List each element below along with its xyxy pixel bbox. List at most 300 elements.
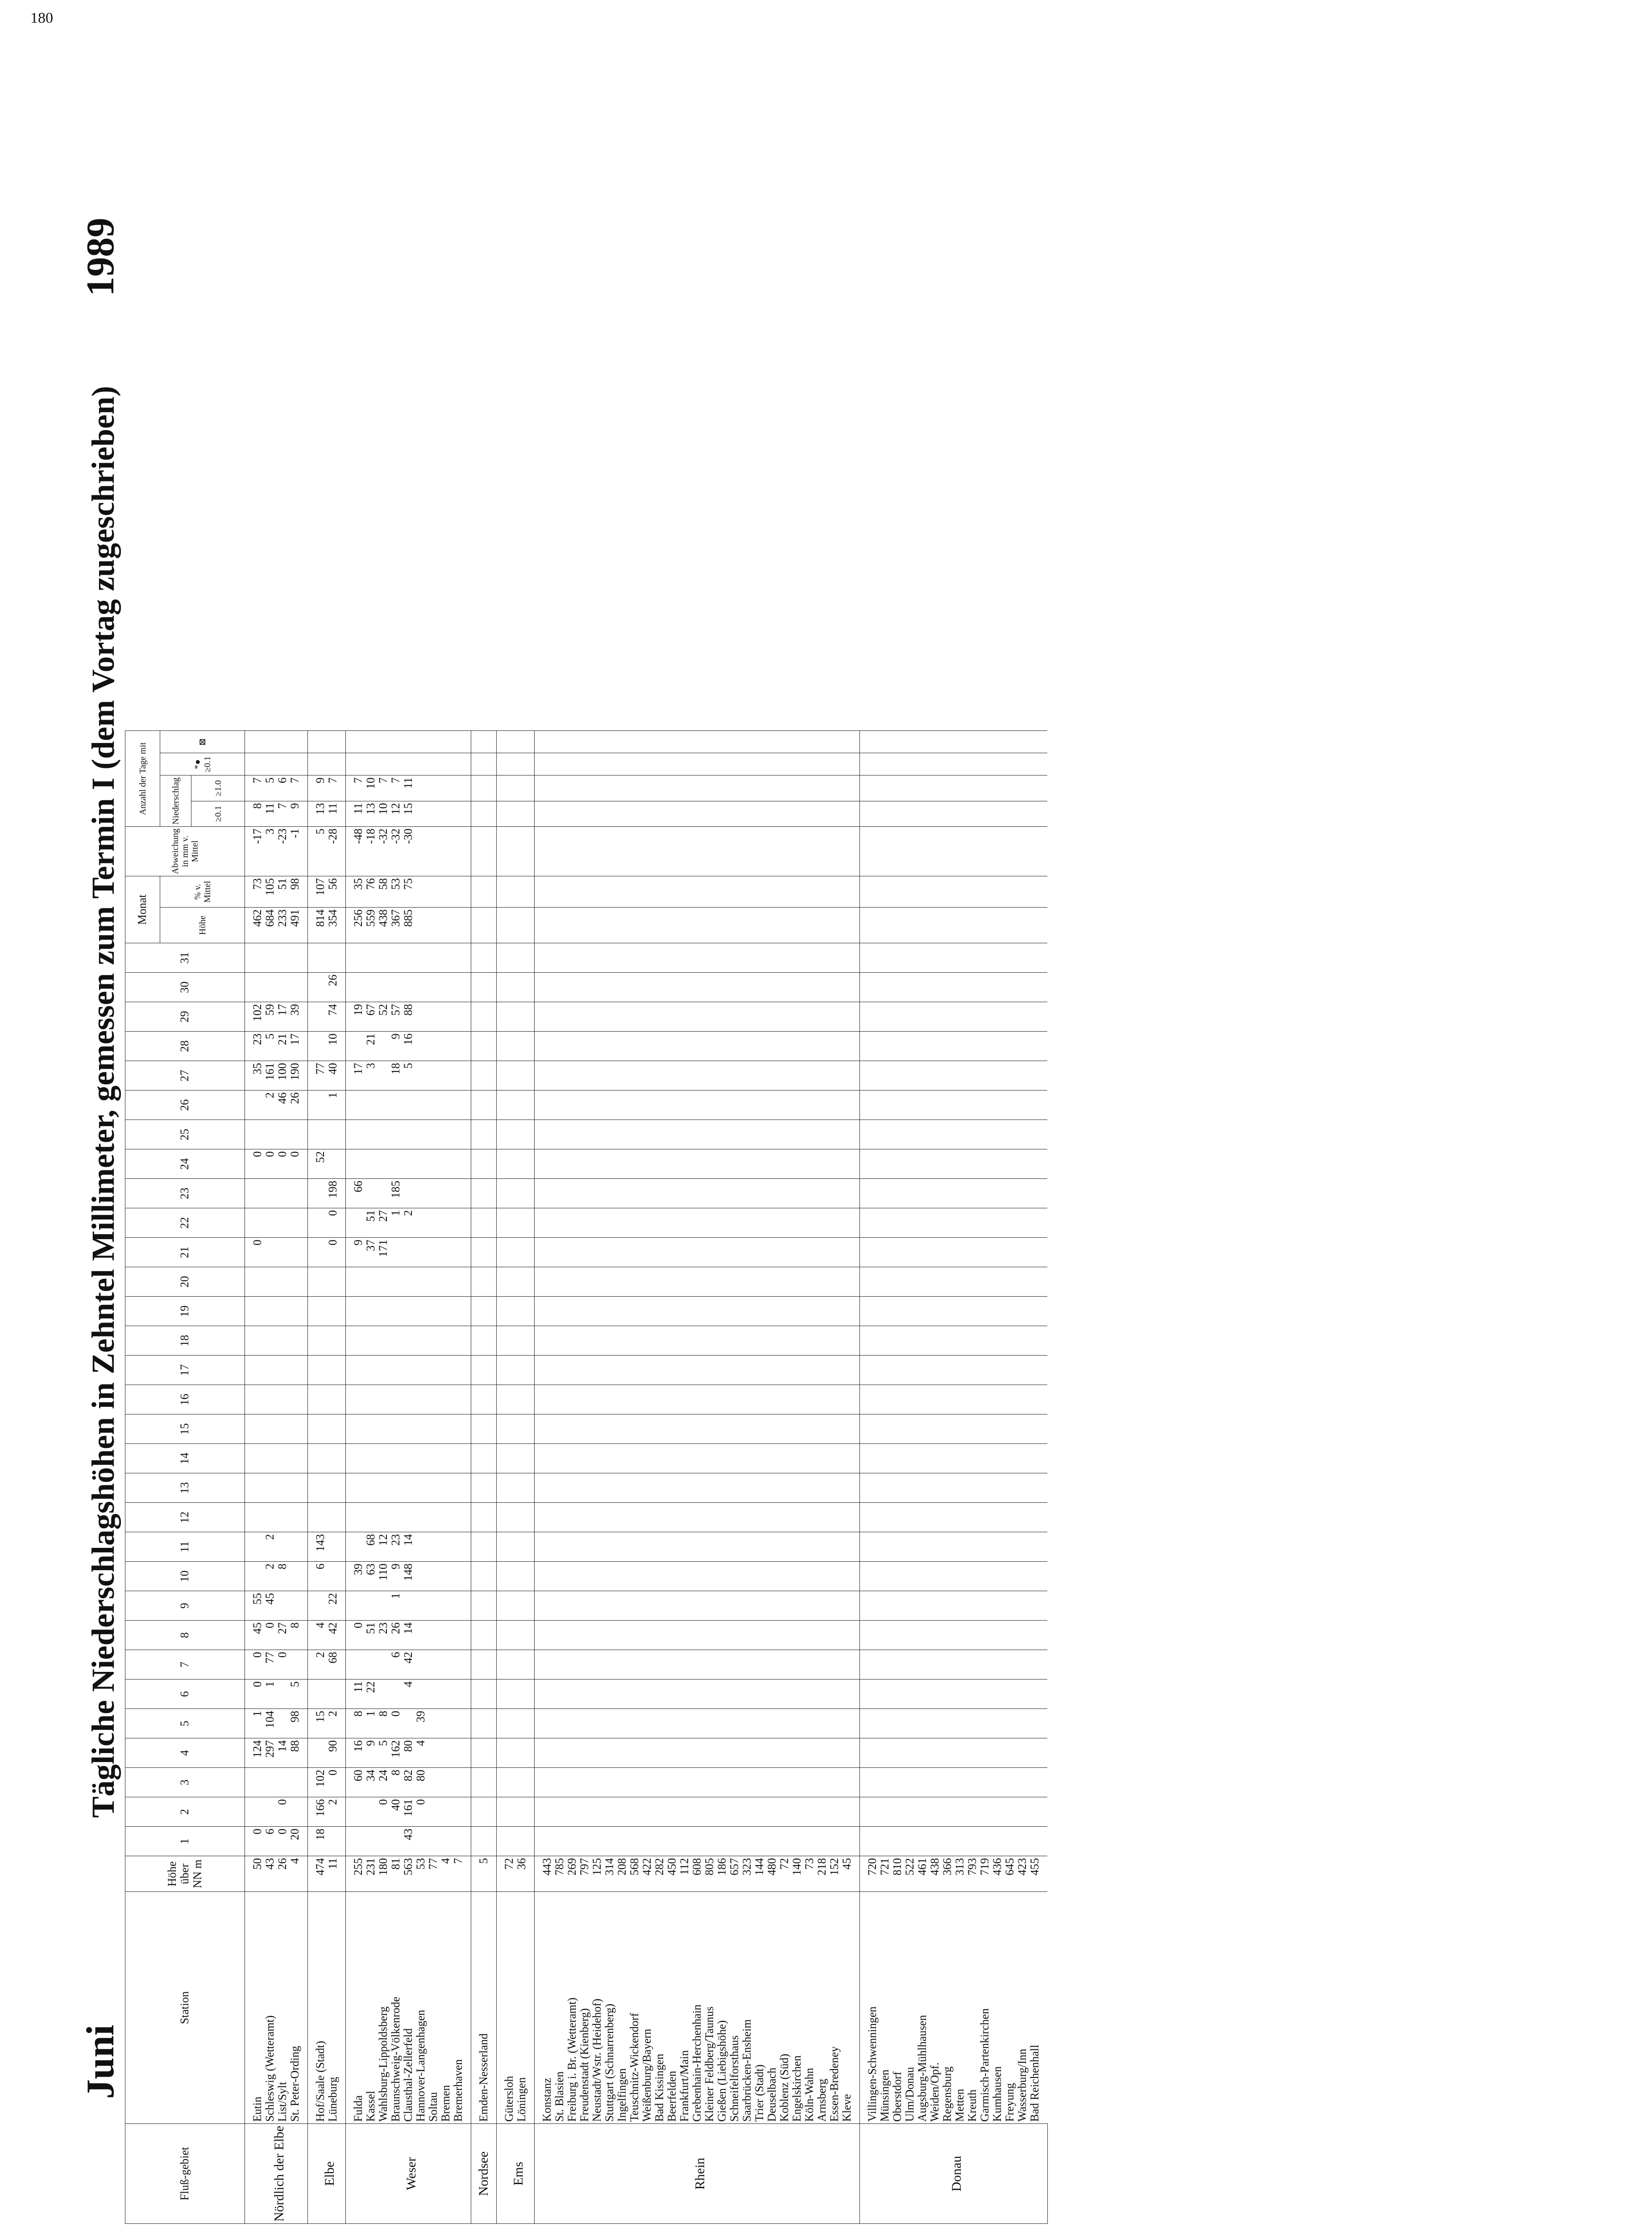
station-row xyxy=(402,731,415,2224)
value-cell xyxy=(591,1650,603,1679)
value-cell xyxy=(954,801,966,826)
value-cell xyxy=(535,1503,554,1532)
value-cell xyxy=(591,1709,603,1738)
value-cell xyxy=(991,1503,1004,1532)
value-cell: 37 xyxy=(365,1238,377,1267)
station-height: 50 xyxy=(245,1856,264,1892)
value-cell xyxy=(1016,1591,1029,1621)
value-cell xyxy=(515,1768,535,1797)
value-cell xyxy=(497,1414,516,1444)
value-cell xyxy=(616,1532,628,1562)
value-cell xyxy=(1004,1709,1016,1738)
value-cell xyxy=(841,1149,860,1179)
value-cell xyxy=(1016,876,1029,908)
value-cell xyxy=(471,1621,497,1650)
value-cell xyxy=(603,1208,616,1238)
value-cell xyxy=(535,1679,554,1709)
value-cell xyxy=(427,1091,440,1120)
value-cell xyxy=(427,1002,440,1032)
value-cell xyxy=(415,1473,427,1503)
value-cell: 20 xyxy=(289,1827,308,1856)
value-cell xyxy=(891,1238,904,1267)
station-height: 81 xyxy=(390,1856,402,1892)
value-cell: 559 xyxy=(365,908,377,943)
value-cell xyxy=(916,1532,929,1562)
value-cell xyxy=(766,753,778,775)
value-cell xyxy=(728,1179,741,1208)
value-cell xyxy=(716,876,728,908)
value-cell xyxy=(628,1473,641,1503)
station-row xyxy=(891,731,904,2224)
station-row xyxy=(791,731,803,2224)
value-cell xyxy=(891,1532,904,1562)
value-cell xyxy=(402,1091,415,1120)
value-cell xyxy=(641,1503,653,1532)
value-cell xyxy=(841,1650,860,1679)
value-cell xyxy=(377,1827,390,1856)
value-cell xyxy=(452,1297,471,1326)
value-cell xyxy=(753,1326,766,1356)
value-cell xyxy=(653,1621,666,1650)
value-cell: 8 xyxy=(390,1768,402,1797)
value-cell xyxy=(678,1797,691,1827)
value-cell xyxy=(591,1385,603,1414)
value-cell xyxy=(929,1149,941,1179)
value-cell xyxy=(941,1650,954,1679)
value-cell xyxy=(678,1444,691,1473)
value-cell xyxy=(365,1827,377,1856)
value-cell xyxy=(791,1709,803,1738)
value-cell xyxy=(1029,1738,1047,1768)
value-cell xyxy=(991,1267,1004,1297)
value-cell xyxy=(365,1179,377,1208)
value-cell xyxy=(535,1208,554,1238)
value-cell xyxy=(966,1621,979,1650)
value-cell xyxy=(841,1591,860,1621)
day-header: 11 xyxy=(125,1532,245,1562)
value-cell xyxy=(1029,876,1047,908)
value-cell xyxy=(716,826,728,876)
station-row xyxy=(816,731,828,2224)
value-cell xyxy=(828,1061,841,1091)
day-header: 25 xyxy=(125,1120,245,1149)
value-cell xyxy=(427,1238,440,1267)
value-cell xyxy=(716,1621,728,1650)
value-cell xyxy=(427,1827,440,1856)
value-cell: 2 xyxy=(264,1091,276,1120)
value-cell xyxy=(716,1326,728,1356)
value-cell xyxy=(515,826,535,876)
value-cell: 0 xyxy=(377,1797,390,1827)
value-cell xyxy=(427,753,440,775)
value-cell xyxy=(415,753,427,775)
value-cell xyxy=(628,1032,641,1061)
value-cell xyxy=(603,775,616,801)
value-cell xyxy=(440,1267,452,1297)
value-cell xyxy=(891,1297,904,1326)
value-cell xyxy=(440,1179,452,1208)
value-cell xyxy=(616,1091,628,1120)
value-cell xyxy=(916,1091,929,1120)
value-cell xyxy=(860,1709,879,1738)
station-row xyxy=(879,731,891,2224)
value-cell xyxy=(603,1326,616,1356)
value-cell xyxy=(954,1356,966,1385)
value-cell xyxy=(860,1326,879,1356)
value-cell xyxy=(553,1503,566,1532)
value-cell xyxy=(1016,1827,1029,1856)
station-height: 282 xyxy=(653,1856,666,1892)
value-cell xyxy=(691,1326,703,1356)
value-cell xyxy=(591,1503,603,1532)
value-cell xyxy=(452,1797,471,1827)
value-cell xyxy=(641,1385,653,1414)
value-cell xyxy=(515,1679,535,1709)
value-cell xyxy=(535,775,554,801)
value-cell xyxy=(741,801,753,826)
value-cell xyxy=(553,1709,566,1738)
value-cell xyxy=(879,1650,891,1679)
value-cell xyxy=(578,1532,591,1562)
value-cell xyxy=(591,1120,603,1149)
value-cell xyxy=(879,775,891,801)
value-cell xyxy=(603,876,616,908)
value-cell xyxy=(741,1120,753,1149)
value-cell: 12 xyxy=(390,801,402,826)
basin-label: Weser xyxy=(346,2124,471,2224)
value-cell xyxy=(841,1032,860,1061)
value-cell xyxy=(766,1149,778,1179)
value-cell xyxy=(327,1503,346,1532)
value-cell xyxy=(497,1738,516,1768)
value-cell xyxy=(653,1297,666,1326)
value-cell xyxy=(452,1444,471,1473)
value-cell xyxy=(452,1738,471,1768)
value-cell xyxy=(816,1326,828,1356)
value-cell: 9 xyxy=(308,775,327,801)
value-cell xyxy=(916,1827,929,1856)
value-cell xyxy=(979,1385,991,1414)
value-cell xyxy=(1016,1473,1029,1503)
value-cell xyxy=(603,1061,616,1091)
value-cell xyxy=(616,775,628,801)
value-cell xyxy=(916,801,929,826)
value-cell xyxy=(778,801,791,826)
value-cell xyxy=(497,1032,516,1061)
station-row xyxy=(904,731,916,2224)
value-cell xyxy=(904,731,916,753)
value-cell xyxy=(828,1356,841,1385)
value-cell xyxy=(628,1503,641,1532)
value-cell xyxy=(553,876,566,908)
value-cell xyxy=(440,1032,452,1061)
value-cell xyxy=(929,753,941,775)
value-cell xyxy=(678,1768,691,1797)
value-cell xyxy=(741,731,753,753)
value-cell xyxy=(728,1297,741,1326)
station-row xyxy=(390,731,402,2224)
value-cell: 11 xyxy=(402,775,415,801)
value-cell xyxy=(991,801,1004,826)
value-cell xyxy=(653,1591,666,1621)
value-cell xyxy=(365,973,377,1002)
station-name: Engelskirchen xyxy=(791,1892,803,2124)
station-name: Neustadt/Wstr. (Heidehof) xyxy=(591,1892,603,2124)
value-cell xyxy=(535,826,554,876)
value-cell xyxy=(728,1091,741,1120)
value-cell xyxy=(929,1621,941,1650)
value-cell xyxy=(641,943,653,973)
value-cell xyxy=(979,943,991,973)
value-cell xyxy=(566,908,578,943)
value-cell xyxy=(515,1061,535,1091)
value-cell xyxy=(440,1562,452,1591)
value-cell xyxy=(991,943,1004,973)
basin-label: Nordsee xyxy=(471,2124,497,2224)
value-cell xyxy=(616,1591,628,1621)
value-cell xyxy=(1029,1297,1047,1326)
station-height: 7 xyxy=(452,1856,471,1892)
value-cell xyxy=(816,801,828,826)
value-cell xyxy=(954,1827,966,1856)
value-cell xyxy=(741,1002,753,1032)
value-cell xyxy=(691,1414,703,1444)
value-cell xyxy=(766,908,778,943)
value-cell xyxy=(666,1591,678,1621)
value-cell xyxy=(377,1356,390,1385)
value-cell xyxy=(841,1414,860,1444)
value-cell xyxy=(515,1444,535,1473)
station-height: 4 xyxy=(440,1856,452,1892)
value-cell xyxy=(703,973,716,1002)
value-cell xyxy=(578,1503,591,1532)
value-cell xyxy=(803,1179,816,1208)
value-cell xyxy=(603,1002,616,1032)
value-cell xyxy=(427,1679,440,1709)
value-cell xyxy=(471,1414,497,1444)
value-cell xyxy=(497,1679,516,1709)
value-cell xyxy=(916,1326,929,1356)
value-cell xyxy=(879,1002,891,1032)
value-cell xyxy=(415,1032,427,1061)
value-cell xyxy=(741,908,753,943)
value-cell xyxy=(691,1532,703,1562)
station-name: Stuttgart (Schnarrenberg) xyxy=(603,1892,616,2124)
value-cell xyxy=(979,1444,991,1473)
value-cell xyxy=(678,1473,691,1503)
value-cell xyxy=(578,1385,591,1414)
value-cell xyxy=(440,1738,452,1768)
value-cell xyxy=(471,1444,497,1473)
value-cell xyxy=(678,1120,691,1149)
value-cell xyxy=(245,1473,264,1503)
value-cell: 98 xyxy=(289,876,308,908)
value-cell xyxy=(828,826,841,876)
station-height: 152 xyxy=(828,1856,841,1892)
value-cell xyxy=(828,1591,841,1621)
station-name: Bremen xyxy=(440,1892,452,2124)
value-cell: 76 xyxy=(365,876,377,908)
station-height: 657 xyxy=(728,1856,741,1892)
value-cell xyxy=(628,1768,641,1797)
value-cell xyxy=(979,1738,991,1768)
value-cell xyxy=(415,1503,427,1532)
value-cell xyxy=(616,1061,628,1091)
value-cell xyxy=(941,1326,954,1356)
value-cell xyxy=(578,753,591,775)
value-cell xyxy=(415,1061,427,1091)
value-cell xyxy=(1029,1827,1047,1856)
value-cell xyxy=(497,1650,516,1679)
value-cell xyxy=(616,731,628,753)
value-cell xyxy=(365,731,377,753)
value-cell xyxy=(535,1532,554,1562)
value-cell xyxy=(891,1591,904,1621)
value-cell xyxy=(1004,1414,1016,1444)
value-cell xyxy=(1029,1709,1047,1738)
value-cell xyxy=(703,1503,716,1532)
value-cell xyxy=(666,1797,678,1827)
value-cell xyxy=(653,973,666,1002)
value-cell xyxy=(497,1709,516,1738)
value-cell xyxy=(377,731,390,753)
value-cell xyxy=(691,1238,703,1267)
value-cell xyxy=(276,1326,289,1356)
value-cell xyxy=(535,1591,554,1621)
value-cell xyxy=(245,1267,264,1297)
value-cell: 8 xyxy=(346,1709,365,1738)
value-cell xyxy=(979,1650,991,1679)
day-header: 21 xyxy=(125,1238,245,1267)
value-cell xyxy=(628,1679,641,1709)
value-cell: 2 xyxy=(327,1797,346,1827)
value-cell xyxy=(628,775,641,801)
value-cell xyxy=(553,1679,566,1709)
value-cell xyxy=(941,826,954,876)
value-cell xyxy=(471,973,497,1002)
value-cell xyxy=(616,1385,628,1414)
value-cell xyxy=(515,1385,535,1414)
value-cell xyxy=(377,1032,390,1061)
value-cell xyxy=(440,753,452,775)
value-cell xyxy=(954,1091,966,1120)
value-cell xyxy=(828,1562,841,1591)
value-cell xyxy=(941,1267,954,1297)
value-cell xyxy=(535,973,554,1002)
value-cell: 161 xyxy=(402,1797,415,1827)
value-cell xyxy=(1029,1532,1047,1562)
value-cell xyxy=(741,1297,753,1326)
value-cell xyxy=(816,1208,828,1238)
value-cell xyxy=(766,1827,778,1856)
value-cell xyxy=(860,1002,879,1032)
value-cell xyxy=(941,908,954,943)
value-cell xyxy=(816,1768,828,1797)
value-cell xyxy=(841,1709,860,1738)
station-row xyxy=(308,731,327,2224)
value-cell xyxy=(566,1179,578,1208)
value-cell xyxy=(440,1149,452,1179)
value-cell: 5 xyxy=(264,1032,276,1061)
value-cell xyxy=(791,1238,803,1267)
value-cell xyxy=(778,1473,791,1503)
value-cell xyxy=(591,1679,603,1709)
value-cell xyxy=(966,1326,979,1356)
value-cell xyxy=(327,1149,346,1179)
value-cell xyxy=(753,1827,766,1856)
value-cell xyxy=(591,753,603,775)
value-cell xyxy=(616,1679,628,1709)
value-cell: 8 xyxy=(276,1562,289,1591)
value-cell xyxy=(753,943,766,973)
value-cell xyxy=(716,1444,728,1473)
value-cell xyxy=(678,1149,691,1179)
value-cell xyxy=(628,1238,641,1267)
station-row xyxy=(553,731,566,2224)
value-cell xyxy=(535,1297,554,1326)
value-cell xyxy=(603,1120,616,1149)
value-cell xyxy=(308,1738,327,1768)
station-height: 474 xyxy=(308,1856,327,1892)
value-cell xyxy=(879,1238,891,1267)
value-cell xyxy=(245,1091,264,1120)
value-cell xyxy=(703,1032,716,1061)
value-cell xyxy=(966,908,979,943)
station-name: Regensburg xyxy=(941,1892,954,2124)
station-row xyxy=(289,731,308,2224)
value-cell xyxy=(841,1738,860,1768)
value-cell xyxy=(753,1091,766,1120)
value-cell: 55 xyxy=(245,1591,264,1621)
value-cell xyxy=(346,1827,365,1856)
value-cell xyxy=(535,876,554,908)
value-cell xyxy=(440,1091,452,1120)
station-height: 11 xyxy=(327,1856,346,1892)
station-name: Lüneburg xyxy=(327,1892,346,2124)
value-cell xyxy=(678,1326,691,1356)
value-cell xyxy=(390,1297,402,1326)
value-cell: 11 xyxy=(346,1679,365,1709)
value-cell xyxy=(603,1179,616,1208)
value-cell xyxy=(471,1208,497,1238)
value-cell xyxy=(566,1208,578,1238)
value-cell xyxy=(966,1414,979,1444)
value-cell xyxy=(566,1591,578,1621)
value-cell xyxy=(628,1591,641,1621)
value-cell: 51 xyxy=(365,1621,377,1650)
value-cell xyxy=(979,1827,991,1856)
value-cell xyxy=(816,1179,828,1208)
value-cell xyxy=(653,943,666,973)
value-cell xyxy=(979,1297,991,1326)
value-cell xyxy=(365,1149,377,1179)
value-cell xyxy=(346,1356,365,1385)
value-cell xyxy=(860,1679,879,1709)
value-cell xyxy=(803,1621,816,1650)
day-header: 22 xyxy=(125,1208,245,1238)
value-cell xyxy=(471,1297,497,1326)
value-cell xyxy=(678,1179,691,1208)
value-cell xyxy=(390,753,402,775)
value-cell xyxy=(452,876,471,908)
value-cell xyxy=(497,1091,516,1120)
value-cell xyxy=(427,731,440,753)
value-cell: 7 xyxy=(276,801,289,826)
value-cell xyxy=(904,876,916,908)
value-cell: 24 xyxy=(377,1768,390,1797)
value-cell xyxy=(1004,1473,1016,1503)
value-cell xyxy=(904,1385,916,1414)
